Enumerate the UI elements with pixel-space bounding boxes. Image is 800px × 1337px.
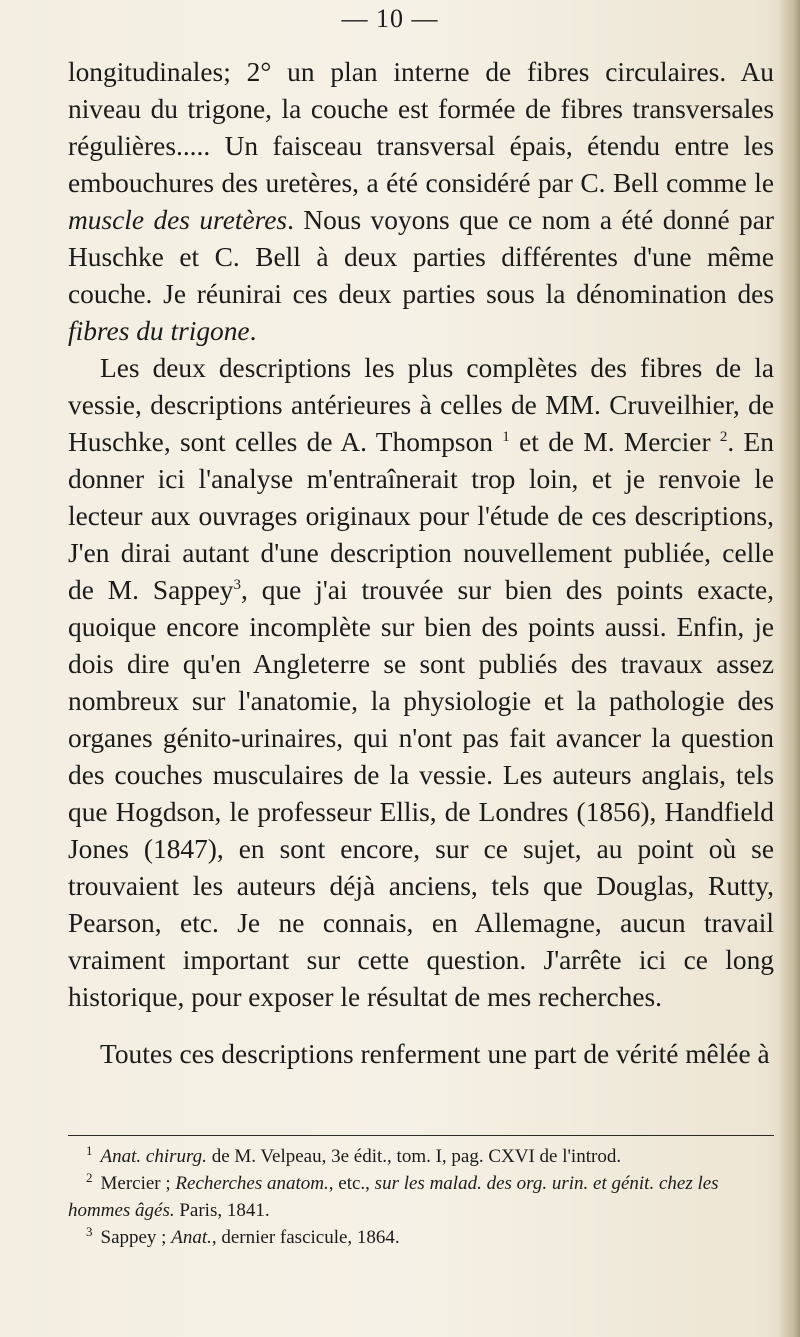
footnote-1-italic: Anat. chirurg.: [100, 1146, 207, 1167]
paragraph-1-italic-muscle: muscle des uretères: [68, 205, 288, 235]
paragraph-1-italic-fibres: fibres du trigone: [68, 316, 250, 346]
footnotes: [68, 1143, 774, 1251]
paragraph-1-text-b: . Nous voyons que ce nom a été donné par Huschke et C. Bell à deux parties différentes d'une même couche. Je réunirai ces deux parties sous la dénomination des: [68, 205, 774, 309]
page-number-header: — 10 —: [341, 4, 439, 33]
footnote-ref-2: 2: [719, 428, 728, 445]
footnote-2-number: 2: [86, 1169, 93, 1185]
footnote-3-number: 3: [86, 1223, 93, 1239]
footnote-2: [68, 1170, 774, 1224]
footnote-2-text: Paris, 1841.: [174, 1200, 270, 1221]
footnote-separator-rule: [68, 1135, 774, 1136]
paragraph-1: [68, 54, 774, 350]
footnote-3-text: , dernier fascicule, 1864.: [211, 1227, 400, 1248]
body-text: [68, 54, 774, 1073]
paragraph-3: Toutes ces descriptions renferment une part de vérité mêlée à: [100, 1039, 770, 1069]
footnote-ref-1: 1: [502, 428, 510, 445]
footnote-3: [68, 1224, 774, 1251]
footnote-1-number: 1: [86, 1142, 93, 1158]
paragraph-2: [68, 350, 774, 1016]
footnote-2-italic-2: sur les malad. des org. urin. et génit. chez les hommes âgés.: [68, 1173, 719, 1221]
footnote-3-italic: Anat.: [171, 1227, 212, 1248]
paragraph-2-text-a: Les deux descriptions les plus complètes des fibres de la vessie, descriptions antérieures à celles de MM. Cruveilhier, de Huschke, sont celles de A. Thompson: [68, 353, 774, 457]
paragraph-1-text-c: .: [249, 316, 257, 346]
page-edge-shadow: [778, 0, 800, 1337]
paragraph-1-text-a: longitudinales; 2° un plan interne de fibres circulaires. Au niveau du trigone, la couche est formée de fibres transversales régulières..... Un faisceau transversal épais, étendu entre les embouchures des uretères, a été considéré par C. Bell comme le: [68, 57, 774, 198]
paragraph-2-text-d: , que j'ai trouvée sur bien des points exacte, quoique encore incomplète sur bien des points aussi. Enfin, je dois dire qu'en Angleterre se sont publiés des travaux assez nombreux sur l'anatomie, la physiologie et la pathologie des organes génito-urinaires, qui n'ont pas fait avancer la question des couches musculaires de la vessie. Les auteurs anglais, tels que Hogdson, le professeur Ellis, de Londres (1856), Handfield Jones (1847), en sont encore, sur ce sujet, au point où se trouvaient les auteurs déjà anciens, tels que Douglas, Rutty, Pearson, etc. Je ne connais, en Allemagne, aucun travail vraiment important sur cette question. J'arrête ici ce long historique, pour exposer le résultat de mes recherches.: [68, 575, 775, 1012]
footnote-ref-3: 3: [233, 576, 242, 593]
footnote-2-lead: Mercier ;: [100, 1173, 176, 1194]
footnote-2-italic: Recherches anatom.: [175, 1173, 329, 1194]
footnote-1: [68, 1143, 774, 1170]
footnote-1-text: de M. Velpeau, 3e édit., tom. I, pag. CXVI de l'introd.: [206, 1146, 622, 1167]
paragraph-2-text-b: et de M. Mercier: [509, 427, 720, 457]
footnote-2-mid: , etc.,: [328, 1173, 375, 1194]
footnote-3-lead: Sappey ;: [100, 1227, 172, 1248]
paragraph-2-text-c: . En donner ici l'analyse m'entraînerait trop loin, et je renvoie le lecteur aux ouvrages originaux pour l'étude de ces descriptions, J'en dirai autant d'une description nouvellement publiée, celle de M. Sappey: [68, 427, 774, 605]
